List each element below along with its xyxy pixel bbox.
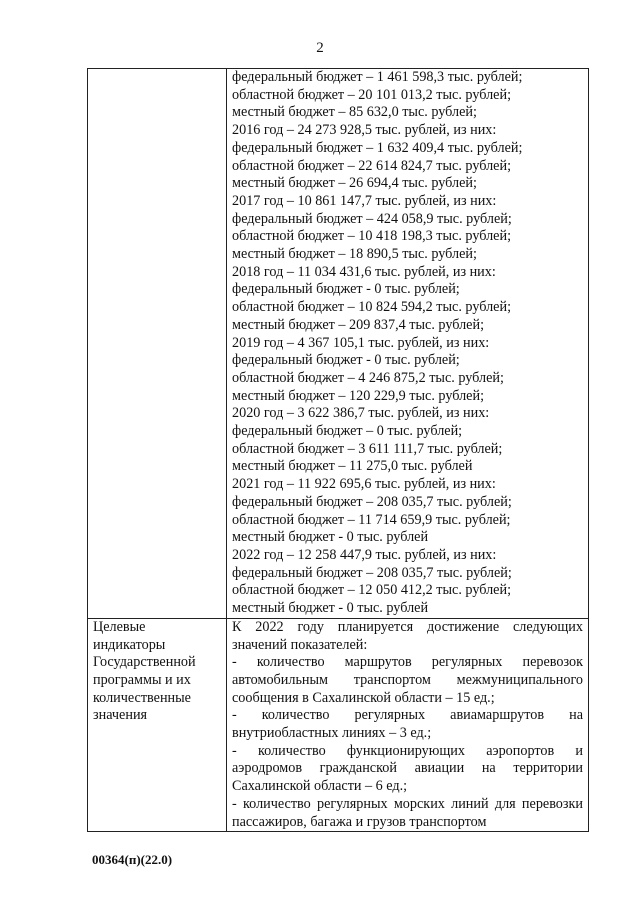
financing-line: местный бюджет - 0 тыс. рублей — [232, 529, 429, 546]
financing-line: федеральный бюджет - 0 тыс. рублей; — [232, 352, 460, 369]
label-line: Целевые — [93, 618, 146, 635]
financing-line: местный бюджет – 120 229,9 тыс. рублей; — [232, 387, 485, 404]
financing-line: областной бюджет – 12 050 412,2 тыс. рублей; — [232, 582, 512, 599]
document-code: 00364(п)(22.0) — [92, 852, 173, 867]
indicator-item: - количество регулярных авиамаршрутов на внутриобластных линиях – 3 ед.; — [232, 707, 583, 742]
program-passport-table — [87, 68, 589, 832]
target-indicators-label — [88, 618, 227, 831]
financing-line: 2019 год – 4 367 105,1 тыс. рублей, из них: — [232, 334, 490, 351]
financing-line: федеральный бюджет – 424 058,9 тыс. рублей; — [232, 210, 512, 227]
financing-line: 2018 год – 11 034 431,6 тыс. рублей, из них: — [232, 263, 496, 280]
financing-line: федеральный бюджет – 208 035,7 тыс. рублей; — [232, 493, 512, 510]
financing-line: областной бюджет – 22 614 824,7 тыс. рублей; — [232, 157, 512, 174]
financing-line: областной бюджет – 4 246 875,2 тыс. рублей; — [232, 369, 504, 386]
financing-line: областной бюджет – 11 714 659,9 тыс. рублей; — [232, 511, 511, 528]
indicator-item: - количество регулярных морских линий для перевозки пассажиров, багажа и грузов транспортом — [232, 795, 583, 830]
financing-line: областной бюджет – 10 824 594,2 тыс. рублей; — [232, 299, 512, 316]
indicator-item: - количество функционирующих аэропортов и аэродромов гражданской авиации на территории Сахалинской области – 6 ед.; — [232, 742, 583, 795]
financing-line: областной бюджет – 3 611 111,7 тыс. рублей; — [232, 440, 503, 457]
page-number: 2 — [316, 40, 324, 56]
financing-line: местный бюджет - 0 тыс. рублей — [232, 600, 429, 617]
financing-line: федеральный бюджет – 208 035,7 тыс. рублей; — [232, 564, 512, 581]
financing-label-cell — [88, 69, 227, 619]
financing-line: 2017 год – 10 861 147,7 тыс. рублей, из них: — [232, 192, 497, 209]
financing-row — [88, 69, 589, 619]
financing-line: федеральный бюджет – 0 тыс. рублей; — [232, 423, 463, 440]
label-line: индикаторы — [93, 636, 166, 653]
financing-line: 2021 год – 11 922 695,6 тыс. рублей, из них: — [232, 476, 496, 493]
target-indicators-values — [227, 618, 589, 831]
financing-line: местный бюджет – 18 890,5 тыс. рублей; — [232, 246, 477, 263]
target-indicators-row — [88, 618, 589, 831]
label-line: программы и их — [93, 671, 191, 688]
label-line: Государственной — [93, 654, 196, 671]
financing-line: 2016 год – 24 273 928,5 тыс. рублей, из них: — [232, 122, 497, 139]
financing-line: 2022 год – 12 258 447,9 тыс. рублей, из них: — [232, 546, 497, 563]
indicators-intro: К 2022 году планируется достижение следующих значений показателей: — [232, 618, 583, 653]
indicator-item: - количество маршрутов регулярных перевозок автомобильным транспортом межмуниципального сообщения в Сахалинской области – 15 ед.; — [232, 654, 583, 706]
financing-line: местный бюджет – 85 632,0 тыс. рублей; — [232, 104, 477, 121]
financing-line: местный бюджет – 11 275,0 тыс. рублей — [232, 458, 473, 475]
financing-line: федеральный бюджет - 0 тыс. рублей; — [232, 281, 460, 298]
financing-line: областной бюджет – 10 418 198,3 тыс. рублей; — [232, 228, 512, 245]
financing-line: местный бюджет – 26 694,4 тыс. рублей; — [232, 175, 477, 192]
label-line: количественные — [93, 689, 191, 706]
financing-line: местный бюджет – 209 837,4 тыс. рублей; — [232, 316, 485, 333]
financing-line: федеральный бюджет – 1 461 598,3 тыс. рублей; — [232, 69, 523, 85]
financing-line: федеральный бюджет – 1 632 409,4 тыс. рублей; — [232, 139, 523, 156]
label-line: значения — [93, 707, 148, 724]
financing-line: 2020 год – 3 622 386,7 тыс. рублей, из них: — [232, 405, 490, 422]
financing-line: областной бюджет – 20 101 013,2 тыс. рублей; — [232, 86, 512, 103]
financing-values-cell — [227, 69, 589, 619]
